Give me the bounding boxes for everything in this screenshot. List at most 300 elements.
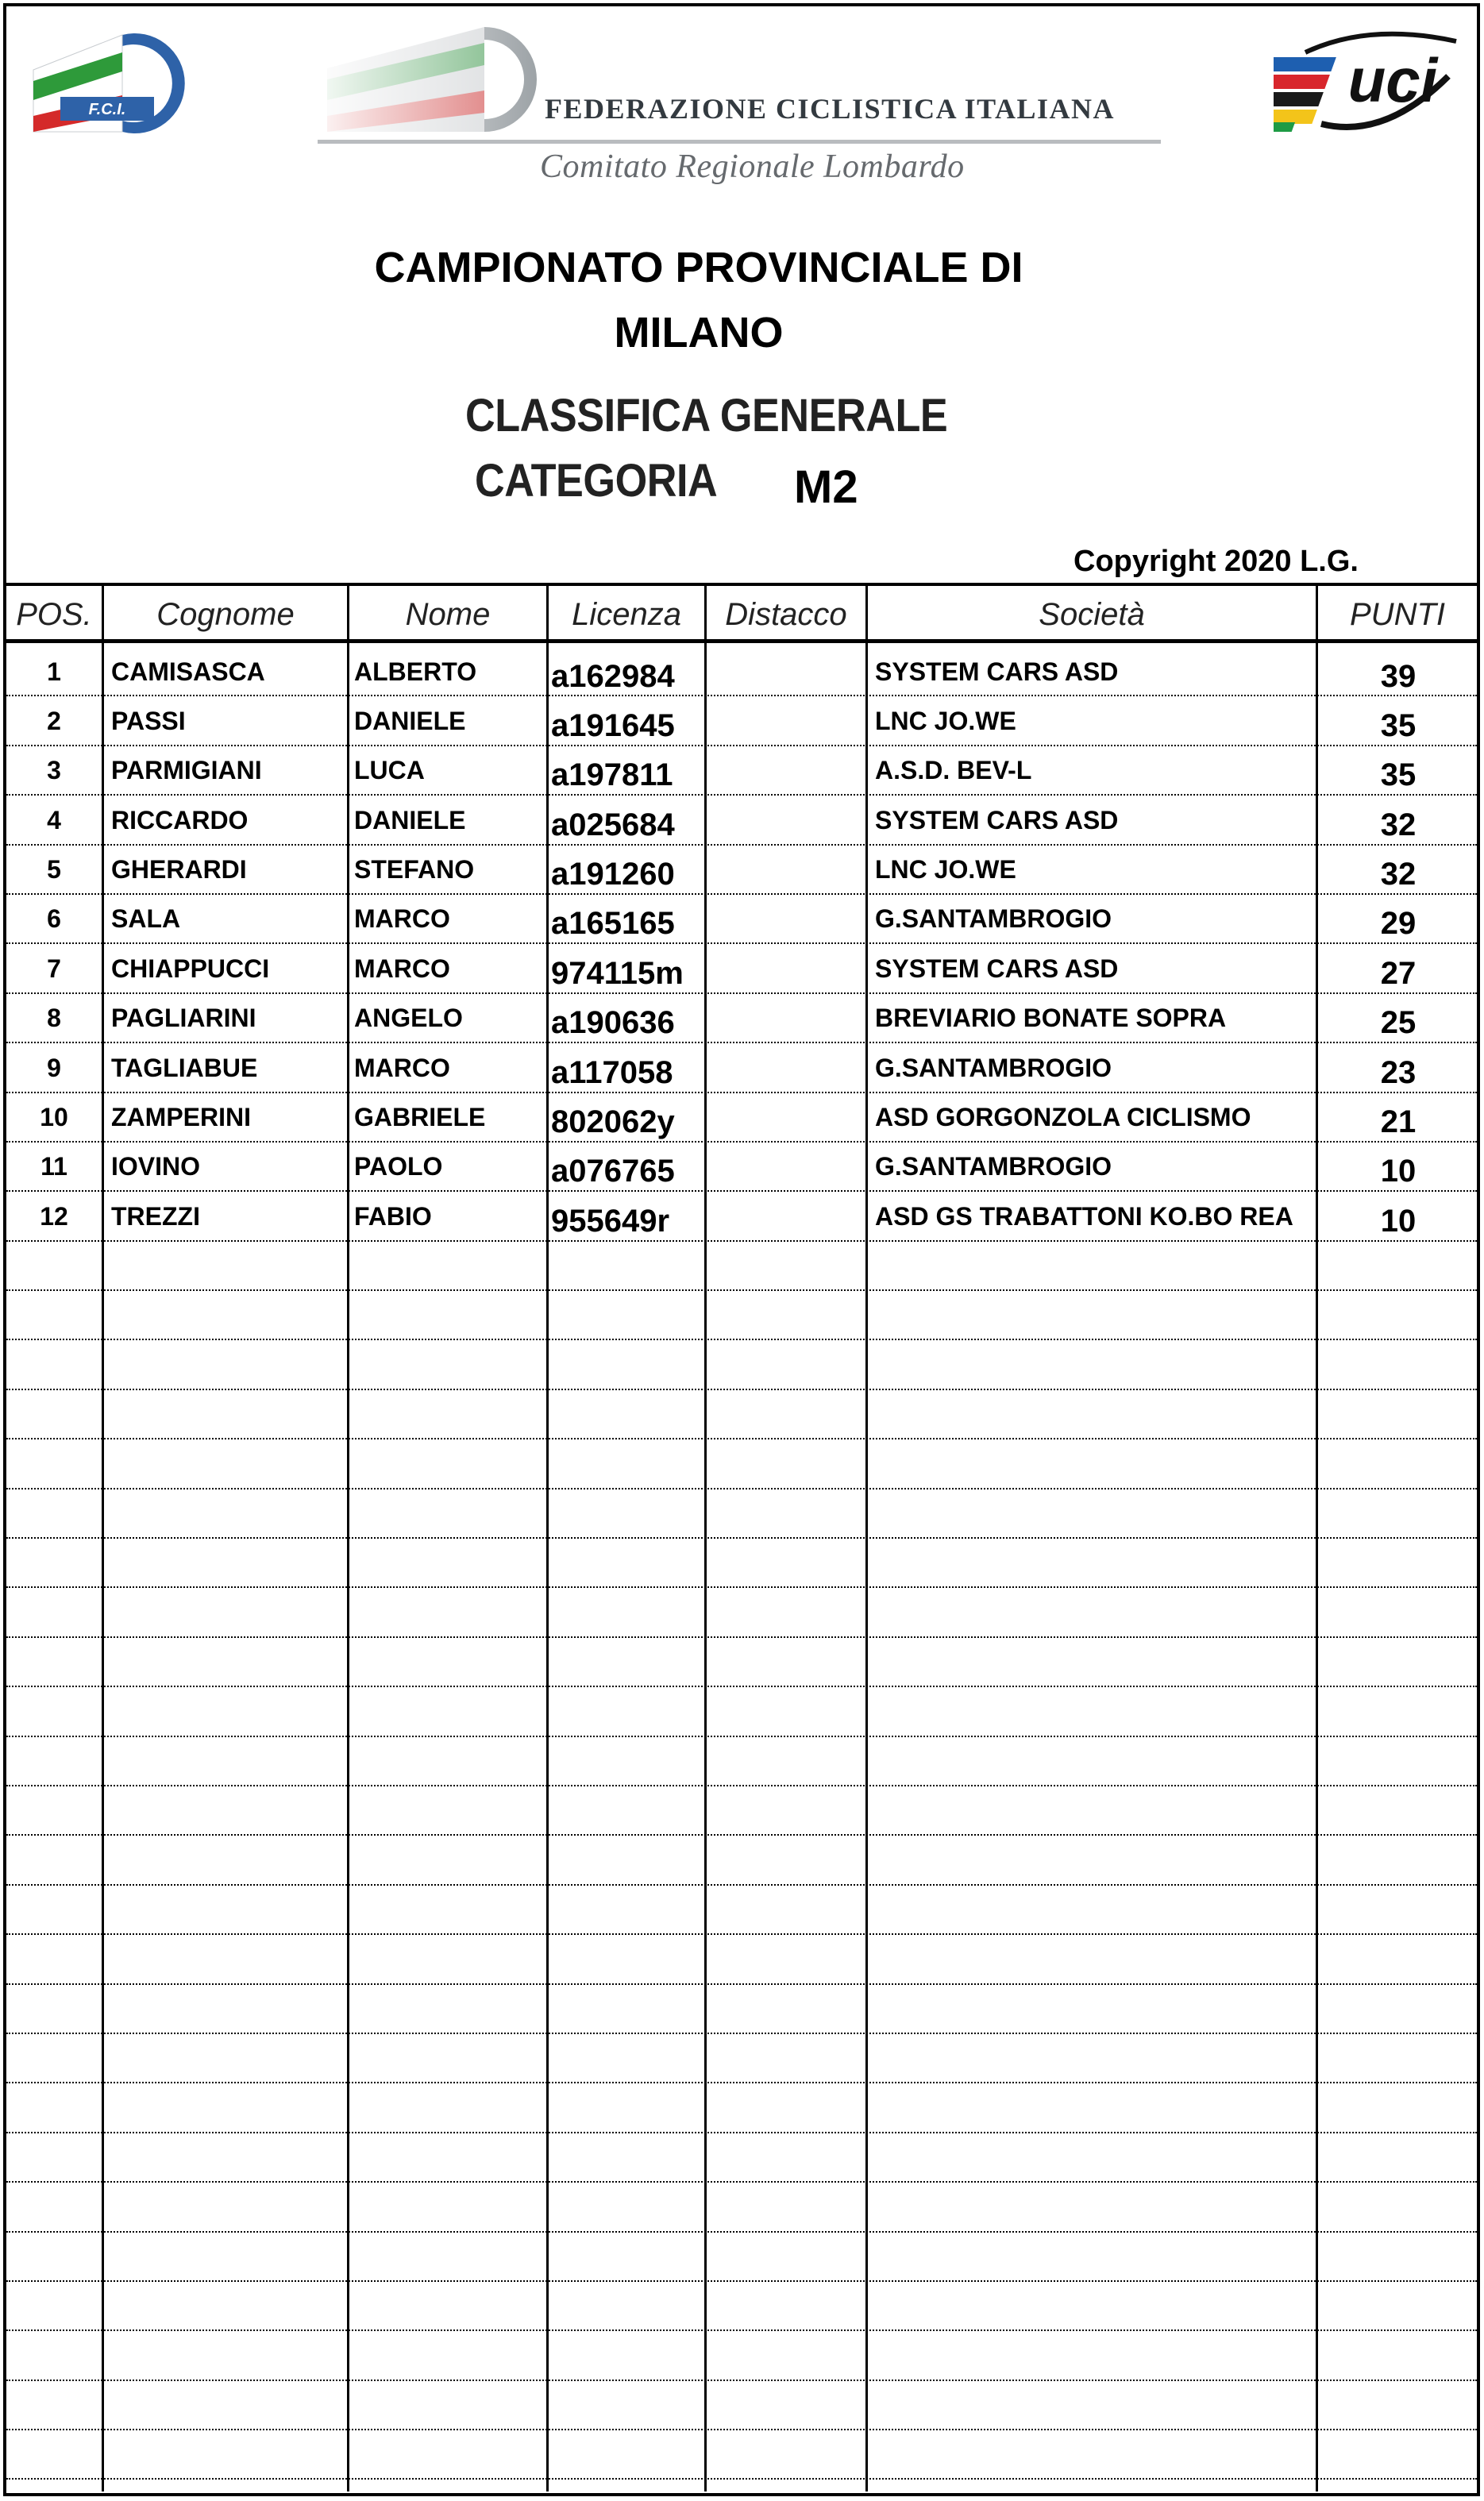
cell-licenza: a162984 — [551, 658, 675, 694]
cell-licenza: a197811 — [551, 757, 673, 793]
cell-pos — [6, 1985, 102, 2034]
cell-distacco — [707, 696, 865, 746]
table-row — [6, 2083, 1477, 2133]
cell-cognome: SALA — [111, 904, 181, 934]
cell-licenza — [551, 1291, 707, 1340]
cell-distacco — [707, 1588, 865, 1637]
cell-societa — [875, 2331, 1320, 2380]
cell-punti: 10 — [1380, 1154, 1417, 1189]
cell-nome: MARCO — [354, 954, 450, 983]
cell-pos — [6, 1340, 102, 1389]
cell-licenza — [551, 1340, 707, 1389]
cell-nome — [354, 1390, 545, 1439]
cell-distacco — [707, 1935, 865, 1984]
cell-societa — [875, 1539, 1320, 1588]
cell-nome: DANIELE — [354, 805, 466, 834]
cell-licenza — [551, 2480, 707, 2501]
cell-pos: 1 — [47, 657, 61, 686]
cell-punti — [1320, 1242, 1477, 1291]
cell-punti: 23 — [1380, 1054, 1417, 1090]
cell-nome — [354, 2233, 545, 2282]
cell-pos — [6, 1737, 102, 1786]
table-row — [6, 1093, 1477, 1143]
cell-societa — [875, 1439, 1320, 1489]
table-row — [6, 1737, 1477, 1786]
cell-nome — [354, 2282, 545, 2331]
category-value: M2 — [794, 461, 858, 513]
cell-punti — [1320, 1687, 1477, 1736]
column-header-pos: POS. — [16, 596, 92, 632]
cell-pos — [6, 1539, 102, 1588]
federation-name: FEDERAZIONE CICLISTICA ITALIANA — [545, 93, 1115, 125]
table-row — [6, 2331, 1477, 2380]
fci-logo — [29, 32, 208, 135]
cell-distacco — [707, 1985, 865, 2034]
cell-nome — [354, 1242, 545, 1291]
cell-punti — [1320, 1390, 1477, 1439]
table-row — [6, 1588, 1477, 1637]
cell-pos: 5 — [47, 855, 61, 884]
table-body — [6, 647, 1477, 2501]
table-row — [6, 1687, 1477, 1736]
cell-societa: ASD GS TRABATTONI KO.BO REA — [875, 1201, 1293, 1231]
cell-distacco — [707, 1836, 865, 1885]
cell-societa — [875, 1935, 1320, 1984]
cell-distacco — [707, 944, 865, 993]
cell-pos: 2 — [47, 706, 61, 735]
cell-nome — [354, 1836, 545, 1885]
cell-nome — [354, 2083, 545, 2133]
cell-distacco — [707, 1786, 865, 1836]
cell-licenza: a117058 — [551, 1054, 673, 1090]
cell-punti: 10 — [1380, 1203, 1417, 1239]
cell-pos — [6, 1439, 102, 1489]
cell-cognome — [111, 2282, 349, 2331]
cell-licenza — [551, 1935, 707, 1984]
cell-licenza — [551, 2282, 707, 2331]
cell-nome: ALBERTO — [354, 657, 477, 686]
cell-distacco — [707, 1439, 865, 1489]
cell-licenza — [551, 2233, 707, 2282]
cell-punti — [1320, 2183, 1477, 2232]
cell-societa — [875, 1786, 1320, 1836]
cell-cognome — [111, 1588, 349, 1637]
cell-pos — [6, 2034, 102, 2083]
cell-cognome — [111, 2183, 349, 2232]
cell-cognome — [111, 1886, 349, 1935]
cell-punti: 21 — [1380, 1104, 1417, 1140]
table-row — [6, 1340, 1477, 1389]
cell-nome: MARCO — [354, 904, 450, 934]
cell-licenza: a025684 — [551, 807, 675, 842]
cell-licenza: a076765 — [551, 1154, 675, 1189]
cell-societa: ASD GORGONZOLA CICLISMO — [875, 1103, 1251, 1132]
cell-societa: BREVIARIO BONATE SOPRA — [875, 1004, 1227, 1033]
cell-licenza — [551, 2331, 707, 2380]
cell-nome: LUCA — [354, 756, 425, 785]
cell-distacco — [707, 2430, 865, 2480]
cell-punti — [1320, 1638, 1477, 1687]
cell-cognome: CAMISASCA — [111, 657, 265, 686]
cell-distacco — [707, 1093, 865, 1143]
column-header-cognome: Cognome — [156, 596, 295, 632]
header-divider — [318, 140, 1161, 144]
cell-societa — [875, 1886, 1320, 1935]
cell-nome — [354, 1786, 545, 1836]
cell-pos: 6 — [47, 904, 61, 934]
cell-societa — [875, 2183, 1320, 2232]
cell-pos — [6, 1786, 102, 1836]
cell-punti: 35 — [1380, 757, 1417, 793]
cell-cognome — [111, 1390, 349, 1439]
cell-societa: G.SANTAMBROGIO — [875, 904, 1112, 934]
cell-distacco — [707, 1340, 865, 1389]
cell-societa — [875, 1291, 1320, 1340]
cell-cognome: PASSI — [111, 706, 186, 735]
cell-societa — [875, 2233, 1320, 2282]
cell-punti — [1320, 2282, 1477, 2331]
cell-distacco — [707, 2331, 865, 2380]
cell-nome: MARCO — [354, 1053, 450, 1082]
table-row — [6, 1786, 1477, 1836]
cell-licenza — [551, 2083, 707, 2133]
table-row — [6, 846, 1477, 895]
cell-distacco — [707, 1291, 865, 1340]
category-label: CATEGORIA — [475, 455, 718, 507]
cell-pos — [6, 1489, 102, 1539]
cell-societa — [875, 1390, 1320, 1439]
cell-licenza: a191260 — [551, 857, 675, 892]
cell-cognome — [111, 2034, 349, 2083]
cell-licenza: 974115m — [551, 955, 684, 991]
cell-nome — [354, 2480, 545, 2501]
cell-distacco — [707, 895, 865, 944]
cell-pos — [6, 2183, 102, 2232]
classification-title: CLASSIFICA GENERALE — [465, 390, 948, 441]
cell-societa — [875, 1985, 1320, 2034]
cell-societa — [875, 1737, 1320, 1786]
cell-punti: 29 — [1380, 906, 1417, 942]
cell-pos — [6, 1836, 102, 1885]
cell-licenza — [551, 1886, 707, 1935]
cell-pos — [6, 2331, 102, 2380]
cell-punti — [1320, 1588, 1477, 1637]
table-header-row — [6, 586, 1477, 643]
cell-cognome: PAGLIARINI — [111, 1004, 256, 1033]
cell-pos: 9 — [47, 1053, 61, 1082]
cell-punti — [1320, 1886, 1477, 1935]
cell-cognome — [111, 2480, 349, 2501]
copyright-notice: Copyright 2020 L.G. — [1073, 545, 1359, 578]
cell-cognome — [111, 2381, 349, 2430]
cell-punti — [1320, 1836, 1477, 1885]
cell-pos — [6, 1935, 102, 1984]
column-header-licenza: Licenza — [572, 596, 681, 632]
cell-cognome — [111, 1489, 349, 1539]
cell-societa: SYSTEM CARS ASD — [875, 657, 1119, 686]
cell-societa — [875, 1588, 1320, 1637]
cell-pos — [6, 1638, 102, 1687]
cell-licenza — [551, 1985, 707, 2034]
cell-nome — [354, 1886, 545, 1935]
cell-societa: G.SANTAMBROGIO — [875, 1053, 1112, 1082]
cell-punti — [1320, 2133, 1477, 2183]
cell-pos — [6, 2083, 102, 2133]
cell-punti — [1320, 2480, 1477, 2501]
cell-societa — [875, 1836, 1320, 1885]
cell-cognome — [111, 1638, 349, 1687]
cell-pos — [6, 2133, 102, 2183]
cell-societa: G.SANTAMBROGIO — [875, 1152, 1112, 1181]
table-row — [6, 1043, 1477, 1093]
cell-societa — [875, 1340, 1320, 1389]
cell-pos — [6, 2233, 102, 2282]
cell-nome — [354, 1638, 545, 1687]
table-row — [6, 1143, 1477, 1192]
cell-nome — [354, 1935, 545, 1984]
cell-cognome — [111, 1439, 349, 1489]
cell-pos — [6, 2282, 102, 2331]
cell-cognome — [111, 1291, 349, 1340]
cell-punti: 32 — [1380, 857, 1417, 892]
cell-licenza — [551, 1638, 707, 1687]
table-row — [6, 1489, 1477, 1539]
cell-licenza — [551, 2183, 707, 2232]
table-row — [6, 1192, 1477, 1241]
cell-nome — [354, 2430, 545, 2480]
cell-societa — [875, 1687, 1320, 1736]
cell-cognome: GHERARDI — [111, 855, 247, 884]
table-row — [6, 895, 1477, 944]
cell-cognome: PARMIGIANI — [111, 756, 262, 785]
cell-punti — [1320, 1439, 1477, 1489]
cell-nome — [354, 2331, 545, 2380]
cell-licenza — [551, 1836, 707, 1885]
table-row — [6, 796, 1477, 845]
cell-nome — [354, 2034, 545, 2083]
cell-punti: 35 — [1380, 707, 1417, 743]
cell-punti — [1320, 2083, 1477, 2133]
table-row — [6, 1935, 1477, 1984]
cell-licenza: a191645 — [551, 707, 675, 743]
cell-distacco — [707, 1192, 865, 1241]
cell-distacco — [707, 2083, 865, 2133]
cell-nome: FABIO — [354, 1201, 432, 1231]
cell-licenza: 955649r — [551, 1203, 670, 1239]
cell-pos: 8 — [47, 1004, 61, 1033]
cell-nome — [354, 1340, 545, 1389]
cell-nome: DANIELE — [354, 706, 466, 735]
cell-distacco — [707, 1143, 865, 1192]
cell-pos — [6, 1390, 102, 1439]
cell-pos: 10 — [40, 1103, 68, 1132]
cell-cognome — [111, 1985, 349, 2034]
cell-societa: SYSTEM CARS ASD — [875, 954, 1119, 983]
championship-title-line2: MILANO — [614, 309, 784, 356]
cell-societa — [875, 1489, 1320, 1539]
table-row — [6, 1539, 1477, 1588]
table-row — [6, 994, 1477, 1043]
cell-distacco — [707, 2183, 865, 2232]
table-row — [6, 2282, 1477, 2331]
cell-nome — [354, 2381, 545, 2430]
championship-title-line1: CAMPIONATO PROVINCIALE DI — [374, 244, 1023, 291]
cell-punti — [1320, 1935, 1477, 1984]
cell-distacco — [707, 1043, 865, 1093]
cell-licenza — [551, 1588, 707, 1637]
cell-societa: SYSTEM CARS ASD — [875, 805, 1119, 834]
cell-cognome — [111, 2331, 349, 2380]
committee-name: Comitato Regionale Lombardo — [540, 148, 965, 185]
cell-societa: LNC JO.WE — [875, 855, 1016, 884]
cell-punti: 32 — [1380, 807, 1417, 842]
cell-distacco — [707, 1737, 865, 1786]
cell-distacco — [707, 994, 865, 1043]
cell-punti — [1320, 1985, 1477, 2034]
cell-pos — [6, 2480, 102, 2501]
cell-nome: GABRIELE — [354, 1103, 486, 1132]
cell-licenza — [551, 1390, 707, 1439]
cell-cognome — [111, 1340, 349, 1389]
cell-distacco — [707, 2480, 865, 2501]
cell-cognome: ZAMPERINI — [111, 1103, 251, 1132]
cell-cognome: CHIAPPUCCI — [111, 954, 270, 983]
cell-distacco — [707, 1489, 865, 1539]
cell-cognome — [111, 2083, 349, 2133]
cell-nome — [354, 1439, 545, 1489]
column-header-nome: Nome — [405, 596, 491, 632]
cell-punti: 25 — [1380, 1005, 1417, 1041]
table-row — [6, 1985, 1477, 2034]
cell-punti — [1320, 1539, 1477, 1588]
table-row — [6, 2183, 1477, 2232]
column-header-distacco: Distacco — [725, 596, 847, 632]
cell-distacco — [707, 1886, 865, 1935]
cell-distacco — [707, 2233, 865, 2282]
cell-pos — [6, 1886, 102, 1935]
cell-cognome — [111, 1687, 349, 1736]
uci-logo-text: uci — [1347, 45, 1438, 115]
cell-pos — [6, 2430, 102, 2480]
cell-nome: STEFANO — [354, 855, 475, 884]
cell-cognome: TAGLIABUE — [111, 1053, 258, 1082]
cell-licenza — [551, 1439, 707, 1489]
cell-punti — [1320, 1737, 1477, 1786]
cell-punti — [1320, 2331, 1477, 2380]
cell-cognome: TREZZI — [111, 1201, 200, 1231]
cell-societa — [875, 2430, 1320, 2480]
cell-nome — [354, 2133, 545, 2183]
cell-distacco — [707, 647, 865, 696]
table-row — [6, 696, 1477, 746]
cell-distacco — [707, 1638, 865, 1687]
table-row — [6, 1291, 1477, 1340]
table-row — [6, 1439, 1477, 1489]
cell-distacco — [707, 1390, 865, 1439]
cell-licenza: a190636 — [551, 1005, 675, 1041]
table-row — [6, 1390, 1477, 1439]
cell-cognome — [111, 2233, 349, 2282]
cell-licenza — [551, 1786, 707, 1836]
cell-distacco — [707, 2282, 865, 2331]
cell-punti — [1320, 2034, 1477, 2083]
cell-cognome — [111, 1935, 349, 1984]
cell-cognome — [111, 1242, 349, 1291]
cell-distacco — [707, 746, 865, 796]
cell-licenza — [551, 2381, 707, 2430]
cell-licenza — [551, 2430, 707, 2480]
cell-cognome: IOVINO — [111, 1152, 201, 1181]
table-row — [6, 746, 1477, 796]
cell-punti — [1320, 1489, 1477, 1539]
table-row — [6, 1638, 1477, 1687]
table-row — [6, 2133, 1477, 2183]
cell-nome: PAOLO — [354, 1152, 443, 1181]
table-row — [6, 647, 1477, 696]
cell-punti — [1320, 2430, 1477, 2480]
cell-licenza — [551, 2133, 707, 2183]
table-row — [6, 1836, 1477, 1885]
cell-punti — [1320, 1340, 1477, 1389]
cell-licenza — [551, 1687, 707, 1736]
cell-societa — [875, 2480, 1320, 2501]
cell-distacco — [707, 846, 865, 895]
cell-distacco — [707, 2034, 865, 2083]
cell-societa — [875, 2034, 1320, 2083]
cell-cognome — [111, 1737, 349, 1786]
cell-societa — [875, 2282, 1320, 2331]
table-row — [6, 2381, 1477, 2430]
cell-licenza — [551, 1539, 707, 1588]
cell-punti — [1320, 2381, 1477, 2430]
cell-nome — [354, 1291, 545, 1340]
cell-pos: 11 — [40, 1152, 67, 1181]
cell-licenza — [551, 1242, 707, 1291]
fci-banner-logo — [326, 24, 545, 135]
cell-nome — [354, 1588, 545, 1637]
cell-pos — [6, 1242, 102, 1291]
cell-licenza — [551, 1489, 707, 1539]
table-row — [6, 2480, 1477, 2501]
cell-pos — [6, 1687, 102, 1736]
table-row — [6, 2233, 1477, 2282]
cell-distacco — [707, 796, 865, 845]
table-row — [6, 2430, 1477, 2480]
cell-punti: 39 — [1380, 658, 1417, 694]
table-row — [6, 2034, 1477, 2083]
cell-punti — [1320, 2233, 1477, 2282]
cell-nome — [354, 1489, 545, 1539]
cell-pos — [6, 2381, 102, 2430]
cell-licenza — [551, 2034, 707, 2083]
cell-pos: 3 — [47, 756, 61, 785]
uci-logo — [1274, 29, 1464, 135]
cell-nome — [354, 1539, 545, 1588]
cell-cognome — [111, 2430, 349, 2480]
cell-pos — [6, 1291, 102, 1340]
cell-societa: LNC JO.WE — [875, 706, 1016, 735]
cell-cognome — [111, 1836, 349, 1885]
cell-pos: 7 — [47, 954, 61, 983]
column-header-societa: Società — [1039, 596, 1145, 632]
cell-licenza: 802062y — [551, 1104, 675, 1140]
cell-distacco — [707, 1242, 865, 1291]
fci-logo-text: F.C.I. — [88, 101, 126, 118]
cell-nome — [354, 1687, 545, 1736]
cell-pos: 12 — [40, 1201, 68, 1231]
cell-distacco — [707, 2381, 865, 2430]
table-row — [6, 944, 1477, 993]
